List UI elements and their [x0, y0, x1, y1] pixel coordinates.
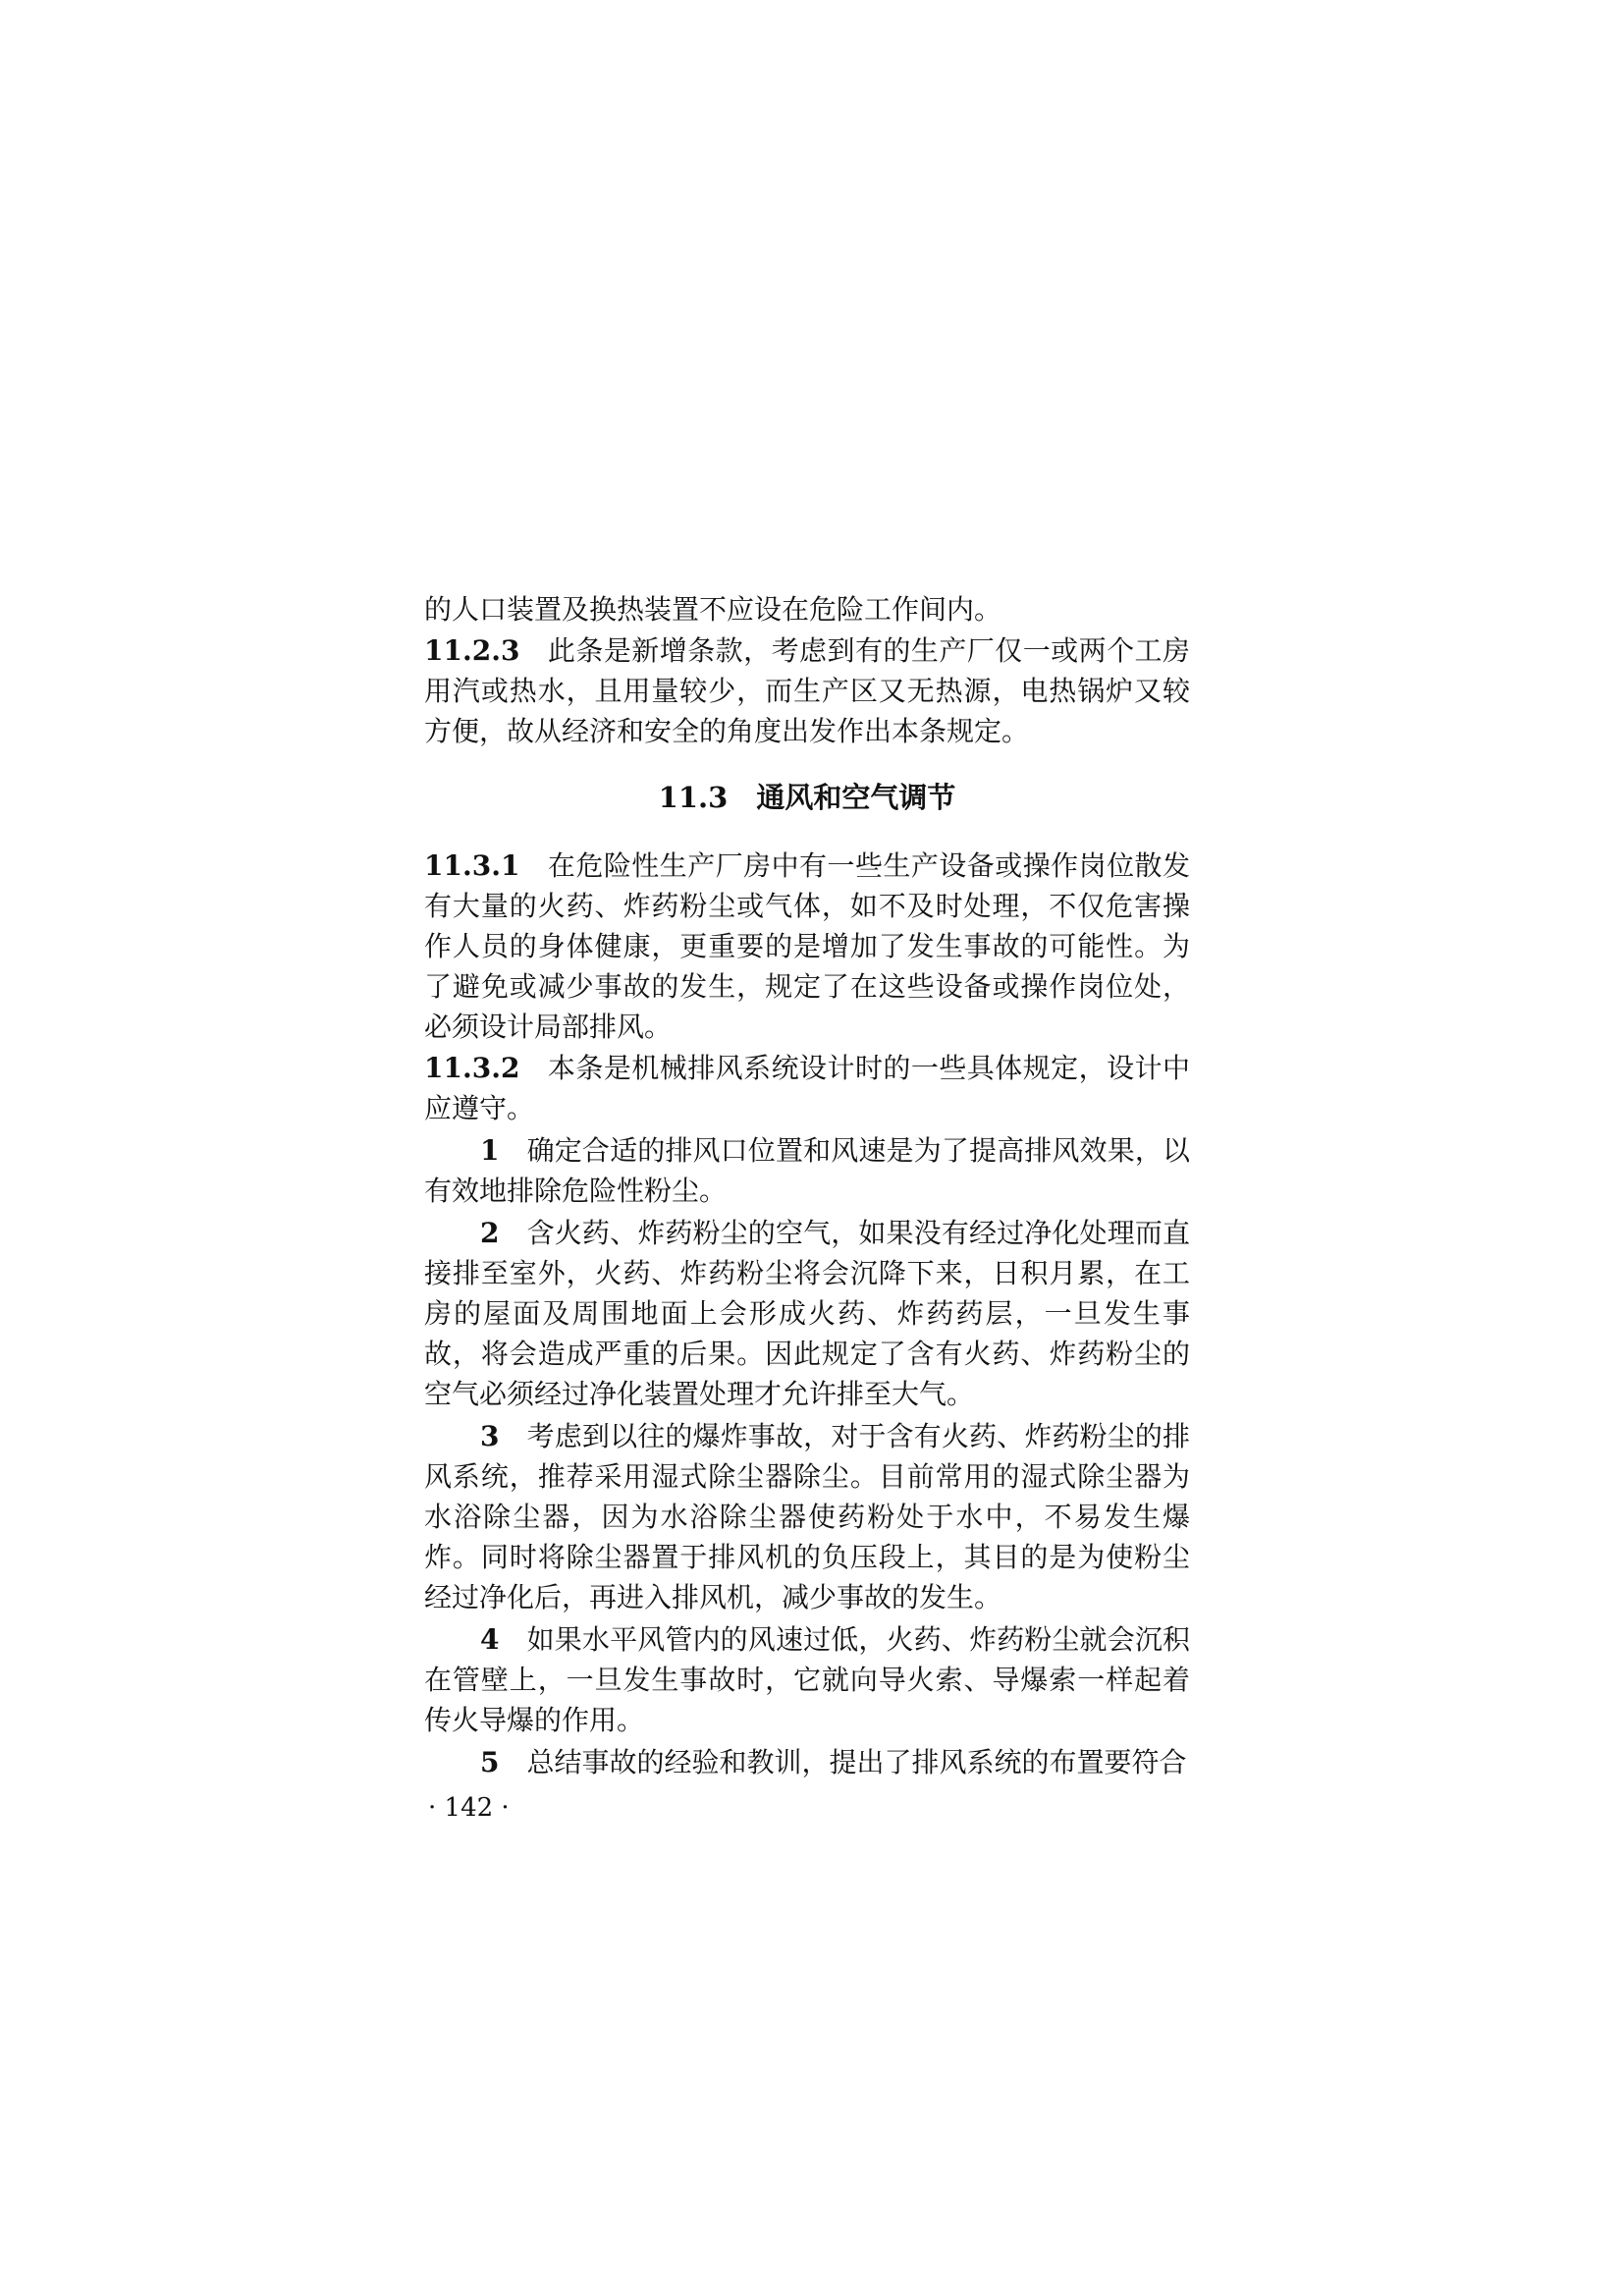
clause-number: 11.2.3	[424, 634, 520, 667]
item-number: 5	[480, 1746, 500, 1778]
item-number: 1	[480, 1134, 500, 1167]
clause-11-2-3	[424, 630, 1190, 751]
item-text: 考虑到以往的爆炸事故，对于含有火药、炸药粉尘的排风系统，推荐采用湿式除尘器除尘。目前常用的湿式除尘器为水浴除尘器，因为水浴除尘器使药粉处于水中，不易发生爆炸。同时将除尘器置于排风机的负压段上，其目的是为使粉尘经过净化后，再进入排风机，减少事故的发生。	[424, 1420, 1190, 1613]
item-text: 含火药、炸药粉尘的空气，如果没有经过净化处理而直接排至室外，火药、炸药粉尘将会沉降下来，日积月累，在工房的屋面及周围地面上会形成火药、炸药药层，一旦发生事故，将会造成严重的后果。因此规定了含有火药、炸药粉尘的空气必须经过净化装置处理才允许排至大气。	[424, 1217, 1190, 1410]
item-number: 4	[480, 1623, 500, 1656]
list-item	[424, 1416, 1190, 1617]
item-number: 2	[480, 1217, 500, 1249]
section-number: 11.3	[658, 781, 729, 814]
item-text: 总结事故的经验和教训，提出了排风系统的布置要符合	[526, 1746, 1187, 1778]
clause-number: 11.3.2	[424, 1052, 520, 1084]
item-text: 如果水平风管内的风速过低，火药、炸药粉尘就会沉积在管壁上，一旦发生事故时，它就向导火索、导爆索一样起着传火导爆的作用。	[424, 1623, 1190, 1736]
list-item	[424, 1130, 1190, 1211]
clause-number: 11.3.1	[424, 849, 520, 882]
clause-11-3-1	[424, 846, 1190, 1047]
section-title: 通风和空气调节	[756, 781, 956, 814]
list-item	[424, 1619, 1190, 1740]
section-heading	[424, 778, 1190, 818]
item-number: 3	[480, 1420, 500, 1452]
list-item	[424, 1742, 1190, 1782]
item-text: 确定合适的排风口位置和风速是为了提高排风效果，以有效地排除危险性粉尘。	[424, 1134, 1190, 1207]
page-number: · 142 ·	[428, 1793, 510, 1823]
clause-text: 在危险性生产厂房中有一些生产设备或操作岗位散发有大量的火药、炸药粉尘或气体，如不及时处理，不仅危害操作人员的身体健康，更重要的是增加了发生事故的可能性。为了避免或减少事故的发生，规定了在这些设备或操作岗位处，必须设计局部排风。	[424, 849, 1190, 1043]
clause-text: 本条是机械排风系统设计时的一些具体规定，设计中应遵守。	[424, 1052, 1190, 1124]
clause-text: 此条是新增条款，考虑到有的生产厂仅一或两个工房用汽或热水，且用量较少，而生产区又无热源，电热锅炉又较方便，故从经济和安全的角度出发作出本条规定。	[424, 634, 1190, 747]
clause-11-3-2	[424, 1048, 1190, 1128]
document-page	[424, 589, 1190, 1829]
list-item	[424, 1213, 1190, 1414]
continuation-paragraph: 的人口装置及换热装置不应设在危险工作间内。	[424, 593, 1002, 626]
